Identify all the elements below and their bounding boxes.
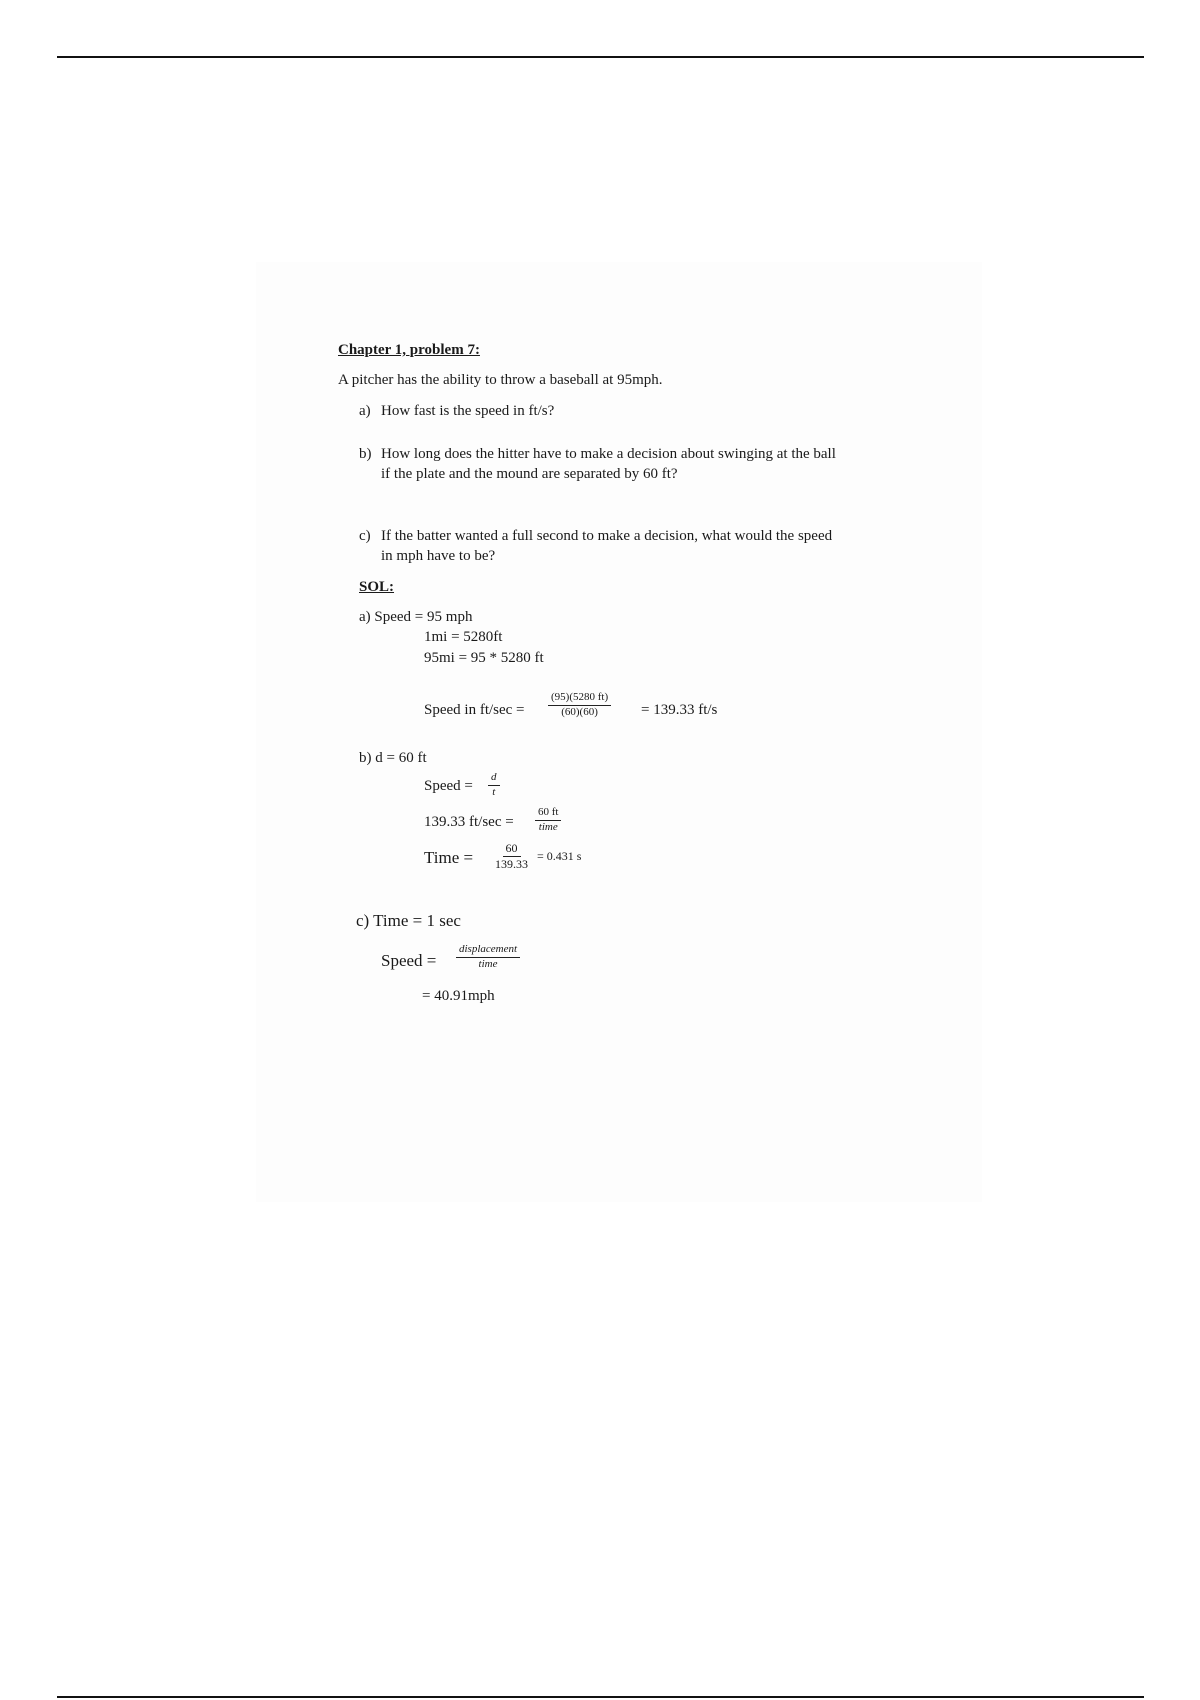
sol-a-frac-num: (95)(5280 ft) [548,692,611,706]
sol-b-eq2-left: 139.33 ft/sec = [424,814,514,830]
sol-c-speed-left: Speed = [381,951,437,970]
sol-a-line2: 1mi = 5280ft [424,629,503,645]
sol-c-result: = 40.91mph [422,988,495,1004]
sol-c-speed-num: displacement [456,944,520,958]
sol-b-time-left: Time = [424,848,474,867]
scanned-page [256,262,982,1202]
sol-b-time-fraction [492,842,531,870]
sol-b-speed-fraction [488,772,500,798]
sol-a-eq-right: = 139.33 ft/s [641,702,718,718]
problem-intro: A pitcher has the ability to throw a baseball at 95mph. [338,372,663,388]
sol-a-frac-den: (60)(60) [561,705,598,718]
page-top-rule [57,56,1144,58]
sol-b-eq2-fraction [535,807,561,833]
sol-a-line3: 95mi = 95 * 5280 ft [424,650,544,666]
question-b-line2: if the plate and the mound are separated by 60 ft? [381,466,678,482]
question-c-marker: c) [359,528,371,544]
sol-b-time-num: 60 [503,842,521,857]
problem-heading: Chapter 1, problem 7: [338,342,480,358]
question-b-line1: How long does the hitter have to make a decision about swinging at the ball [381,446,836,462]
sol-b-line1: b) d = 60 ft [359,750,427,766]
page-bottom-rule [57,1696,1144,1698]
sol-b-speed-num: d [488,772,500,786]
sol-a-fraction [548,692,611,718]
sol-c-line1: c) Time = 1 sec [356,911,461,930]
sol-c-speed-fraction [456,944,520,970]
sol-b-time-right: = 0.431 s [537,849,582,863]
sol-b-speed-den: t [492,785,496,798]
sol-a-line1: a) Speed = 95 mph [359,609,473,625]
sol-b-eq2-den: time [538,820,558,833]
sol-a-eq-left: Speed in ft/sec = [424,702,525,718]
sol-b-eq2-num: 60 ft [535,807,561,821]
sol-c-speed-den: time [478,957,498,970]
question-b-marker: b) [359,446,372,462]
question-a: How fast is the speed in ft/s? [381,403,555,419]
solution-label: SOL: [359,579,395,595]
sol-b-time-den: 139.33 [495,856,528,871]
question-c-line2: in mph have to be? [381,548,496,564]
sol-b-speed-left: Speed = [424,778,473,794]
question-a-marker: a) [359,403,371,419]
question-c-line1: If the batter wanted a full second to make a decision, what would the speed [381,528,833,544]
